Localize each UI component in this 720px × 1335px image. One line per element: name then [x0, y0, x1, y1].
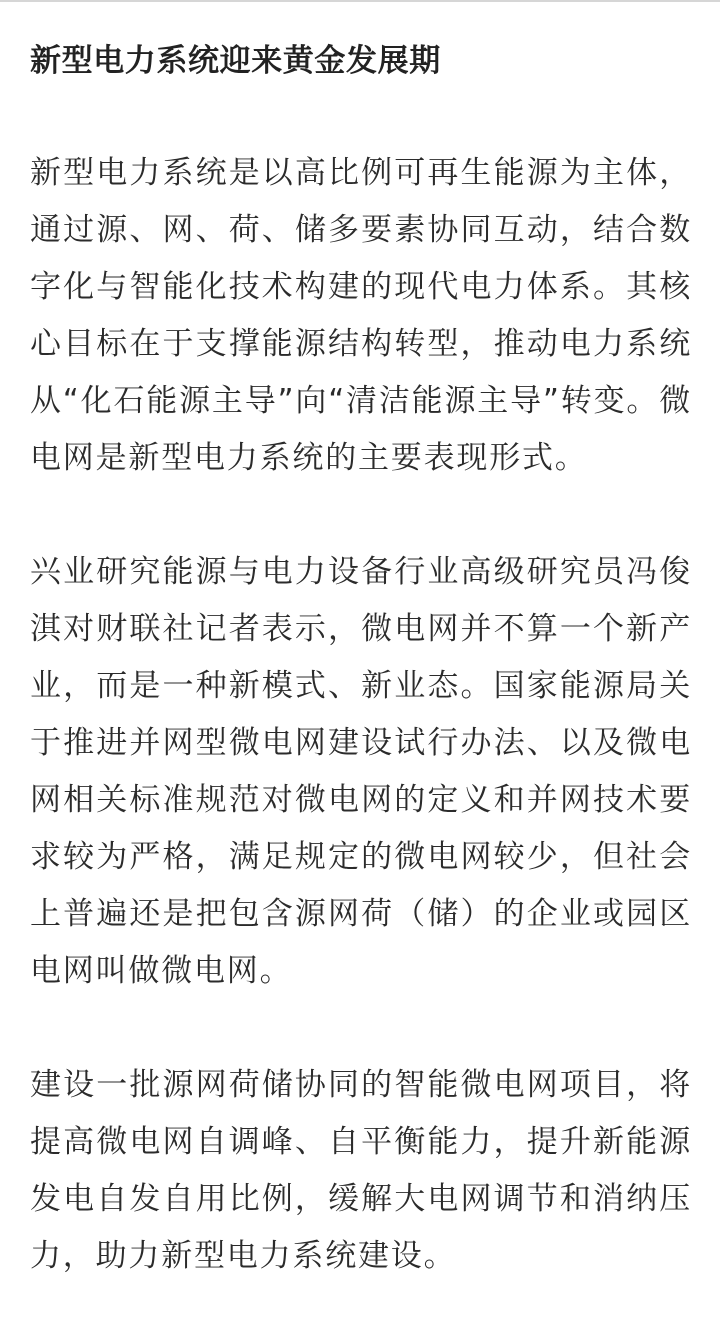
- article-paragraph-1: 新型电力系统是以高比例可再生能源为主体，通过源、网、荷、储多要素协同互动，结合数字化与智能化技术构建的现代电力体系。其核心目标在于支撑能源结构转型，推动电力系统从“化石能源主导”向“清洁能源主导”转变。微电网是新型电力系统的主要表现形式。: [30, 155, 692, 476]
- article-paragraph-2: 兴业研究能源与电力设备行业高级研究员冯俊淇对财联社记者表示，微电网并不算一个新产业，而是一种新模式、新业态。国家能源局关于推进并网型微电网建设试行办法、以及微电网相关标准规范对微电网的定义和并网技术要求较为严格，满足规定的微电网较少，但社会上普遍还是把包含源网荷（储）的企业或园区电网叫做微电网。: [30, 554, 692, 989]
- article-paragraph-3: 建设一批源网荷储协同的智能微电网项目，将提高微电网自调峰、自平衡能力，提升新能源发电自发自用比例，缓解大电网调节和消纳压力，助力新型电力系统建设。: [30, 1067, 692, 1274]
- article-body: [30, 34, 692, 1285]
- article-heading: 新型电力系统迎来黄金发展期: [30, 43, 441, 79]
- top-divider: [0, 0, 720, 2]
